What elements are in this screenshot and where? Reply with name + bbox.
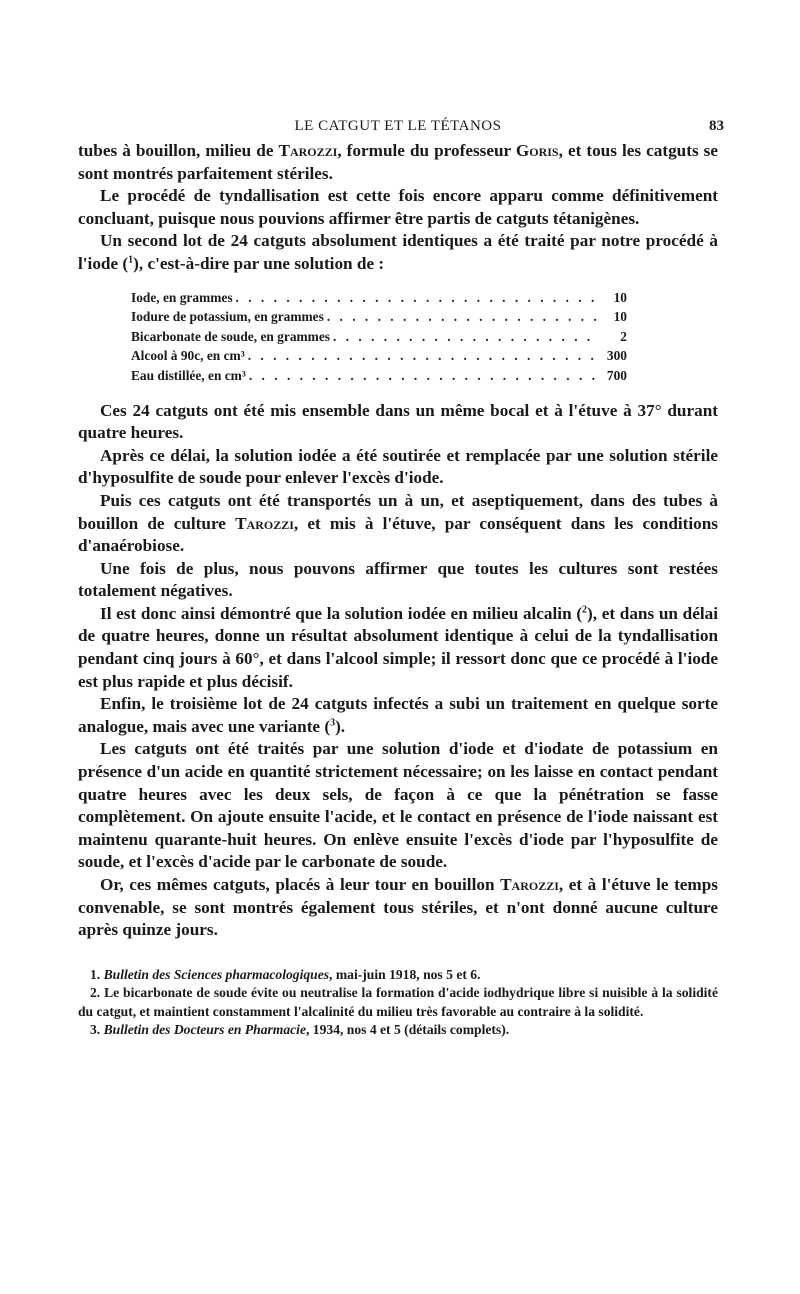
- running-title: LE CATGUT ET LE TÉTANOS: [294, 118, 502, 134]
- footnote-ref: 3: [330, 717, 336, 729]
- paragraph: Ces 24 catguts ont été mis ensemble dans un même bocal et à l'étuve à 37° durant quatre heures.: [78, 400, 718, 443]
- paragraph: Une fois de plus, nous pouvons affirmer que toutes les cultures sont restées totalement négatives.: [78, 558, 718, 601]
- footnote: 3. Bulletin des Docteurs en Pharmacie, 1934, nos 4 et 5 (détails complets).: [90, 1022, 510, 1038]
- paragraph: Puis ces catguts ont été transportés un à un, et aseptiquement, dans des tubes à bouillon de culture Tarozzi, et mis à l'étuve, par conséquent dans les conditions d'anaérobiose.: [78, 490, 718, 556]
- footnotes: [78, 966, 718, 1040]
- formula-row: Iodure de potassium, en grammes . . . 10: [131, 307, 627, 327]
- paragraph: tubes à bouillon, milieu de Tarozzi, formule du professeur Goris, et tous les catguts se sont montrés parfaitement stériles.: [78, 141, 718, 183]
- paragraph: Les catguts ont été traités par une solution d'iode et d'iodate de potassium en présence d'un acide en quantité strictement nécessaire; on les laisse en contact pendant quatre heures avec les deux sels, de façon à ce que la pénétration se fasse complètement. On ajoute ensuite l'acide, et le contact en présence de l'iode naissant est maintenu quarante-huit heures. On enlève ensuite l'excès d'iode par l'hyposulfite de soude, et l'excès d'acide par le carbonate de soude.: [78, 739, 718, 872]
- main-text: [78, 140, 718, 942]
- footnote: 2. Le bicarbonate de soude évite ou neutralise la formation d'acide iodhydrique libre si nuisible à la solidité du catgut, et maintient constamment l'alcalinité du milieu très favorable au contraire à la solidité.: [78, 985, 718, 1019]
- formula-row: Eau distillée, en cm³ . . . 700: [131, 366, 627, 386]
- formula-row: Bicarbonate de soude, en grammes . . . 2: [131, 327, 627, 347]
- running-header: [78, 112, 724, 140]
- formula-row: Alcool à 90c, en cm³ . . . 300: [131, 346, 627, 366]
- paragraph: Le procédé de tyndallisation est cette fois encore apparu comme définitivement concluant, puisque nous pouvions affirmer être partis de catguts tétanigènes.: [78, 186, 718, 228]
- paragraph: Enfin, le troisième lot de 24 catguts infectés a subi un traitement en quelque sorte analogue, mais avec une variante ($^3$).: [78, 694, 718, 736]
- book-page: [78, 112, 724, 1040]
- paragraph: Un second lot de 24 catguts absolument identiques a été traité par notre procédé à l'iode ($^1$), c'est-à-dire par une solution de :: [78, 231, 718, 273]
- formula-row: Iode, en grammes . . . 10: [131, 288, 627, 308]
- paragraph: Après ce délai, la solution iodée a été soutirée et remplacée par une solution stérile d'hyposulfite de soude pour enlever l'excès d'iode.: [78, 445, 718, 488]
- footnote-ref: 2: [582, 604, 588, 616]
- formula-table: [131, 288, 627, 386]
- footnote: 1. Bulletin des Sciences pharmacologiques, mai-juin 1918, nos 5 et 6.: [90, 966, 481, 982]
- footnote-ref: 1: [128, 254, 134, 266]
- paragraph: Or, ces mêmes catguts, placés à leur tour en bouillon Tarozzi, et à l'étuve le temps convenable, se sont montrés également tous stériles, et n'ont donné aucune culture après quinze jours.: [78, 875, 718, 940]
- paragraph: Il est donc ainsi démontré que la solution iodée en milieu alcalin ($^2$), et dans un délai de quatre heures, donne un résultat absolument identique à celui de la tyndallisation pendant cinq jours à 60°, et dans l'alcool simple; il ressort donc que ce procédé à l'iode est plus rapide et plus décisif.: [78, 603, 718, 691]
- page-number: 83: [709, 118, 724, 134]
